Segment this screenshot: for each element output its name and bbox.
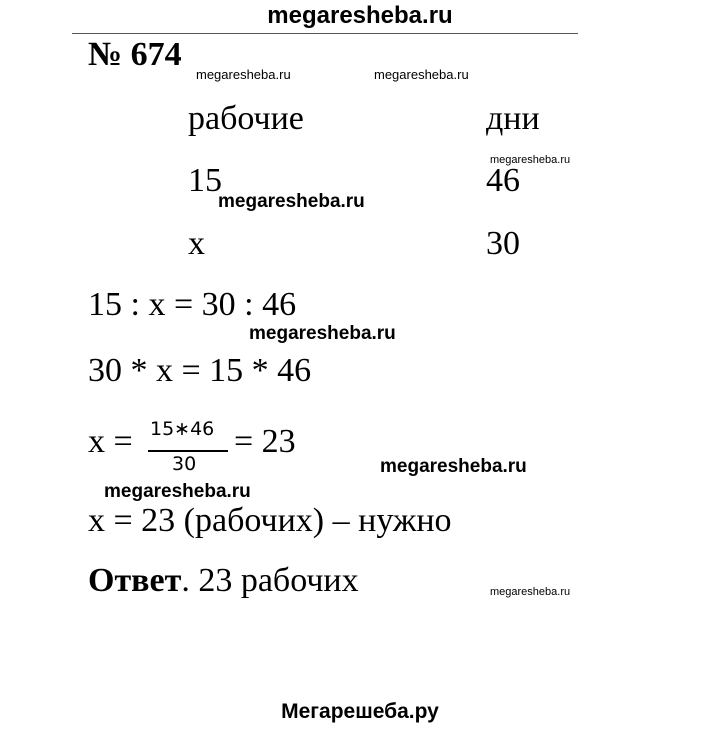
site-footer: Мегарешеба.ру [281,700,439,723]
fraction-lhs: x = [88,423,133,460]
answer-text: . 23 рабочих [181,562,359,599]
watermark: megaresheba.ru [249,323,396,344]
fraction-denominator: 30 [172,453,197,475]
fraction-bar [148,450,228,452]
watermark: megaresheba.ru [104,481,251,502]
answer-line [88,562,359,600]
fraction-numerator: 15∗46 [150,418,215,440]
header-divider [72,33,578,34]
watermark: megaresheba.ru [374,67,469,82]
watermark: megaresheba.ru [380,456,527,477]
watermark: megaresheba.ru [490,586,571,598]
result-line: x = 23 (рабочих) – нужно [88,502,452,539]
table-header-days: дни [486,100,540,137]
answer-label: Ответ [88,562,182,599]
watermark: megaresheba.ru [218,191,365,212]
watermark: megaresheba.ru [490,154,571,166]
table-cell-days-1: 46 [486,162,520,199]
equation-proportion: 15 : x = 30 : 46 [88,286,297,323]
table-cell-workers-1: 15 [188,162,222,199]
problem-number: № 674 [88,36,182,73]
watermark: megaresheba.ru [196,67,291,82]
site-header: megaresheba.ru [267,2,453,29]
fraction-rhs: = 23 [234,423,296,460]
equation-cross-multiplication: 30 * x = 15 * 46 [88,352,312,389]
table-cell-workers-2: x [188,225,205,262]
table-header-workers: рабочие [188,100,304,137]
table-cell-days-2: 30 [486,225,520,262]
